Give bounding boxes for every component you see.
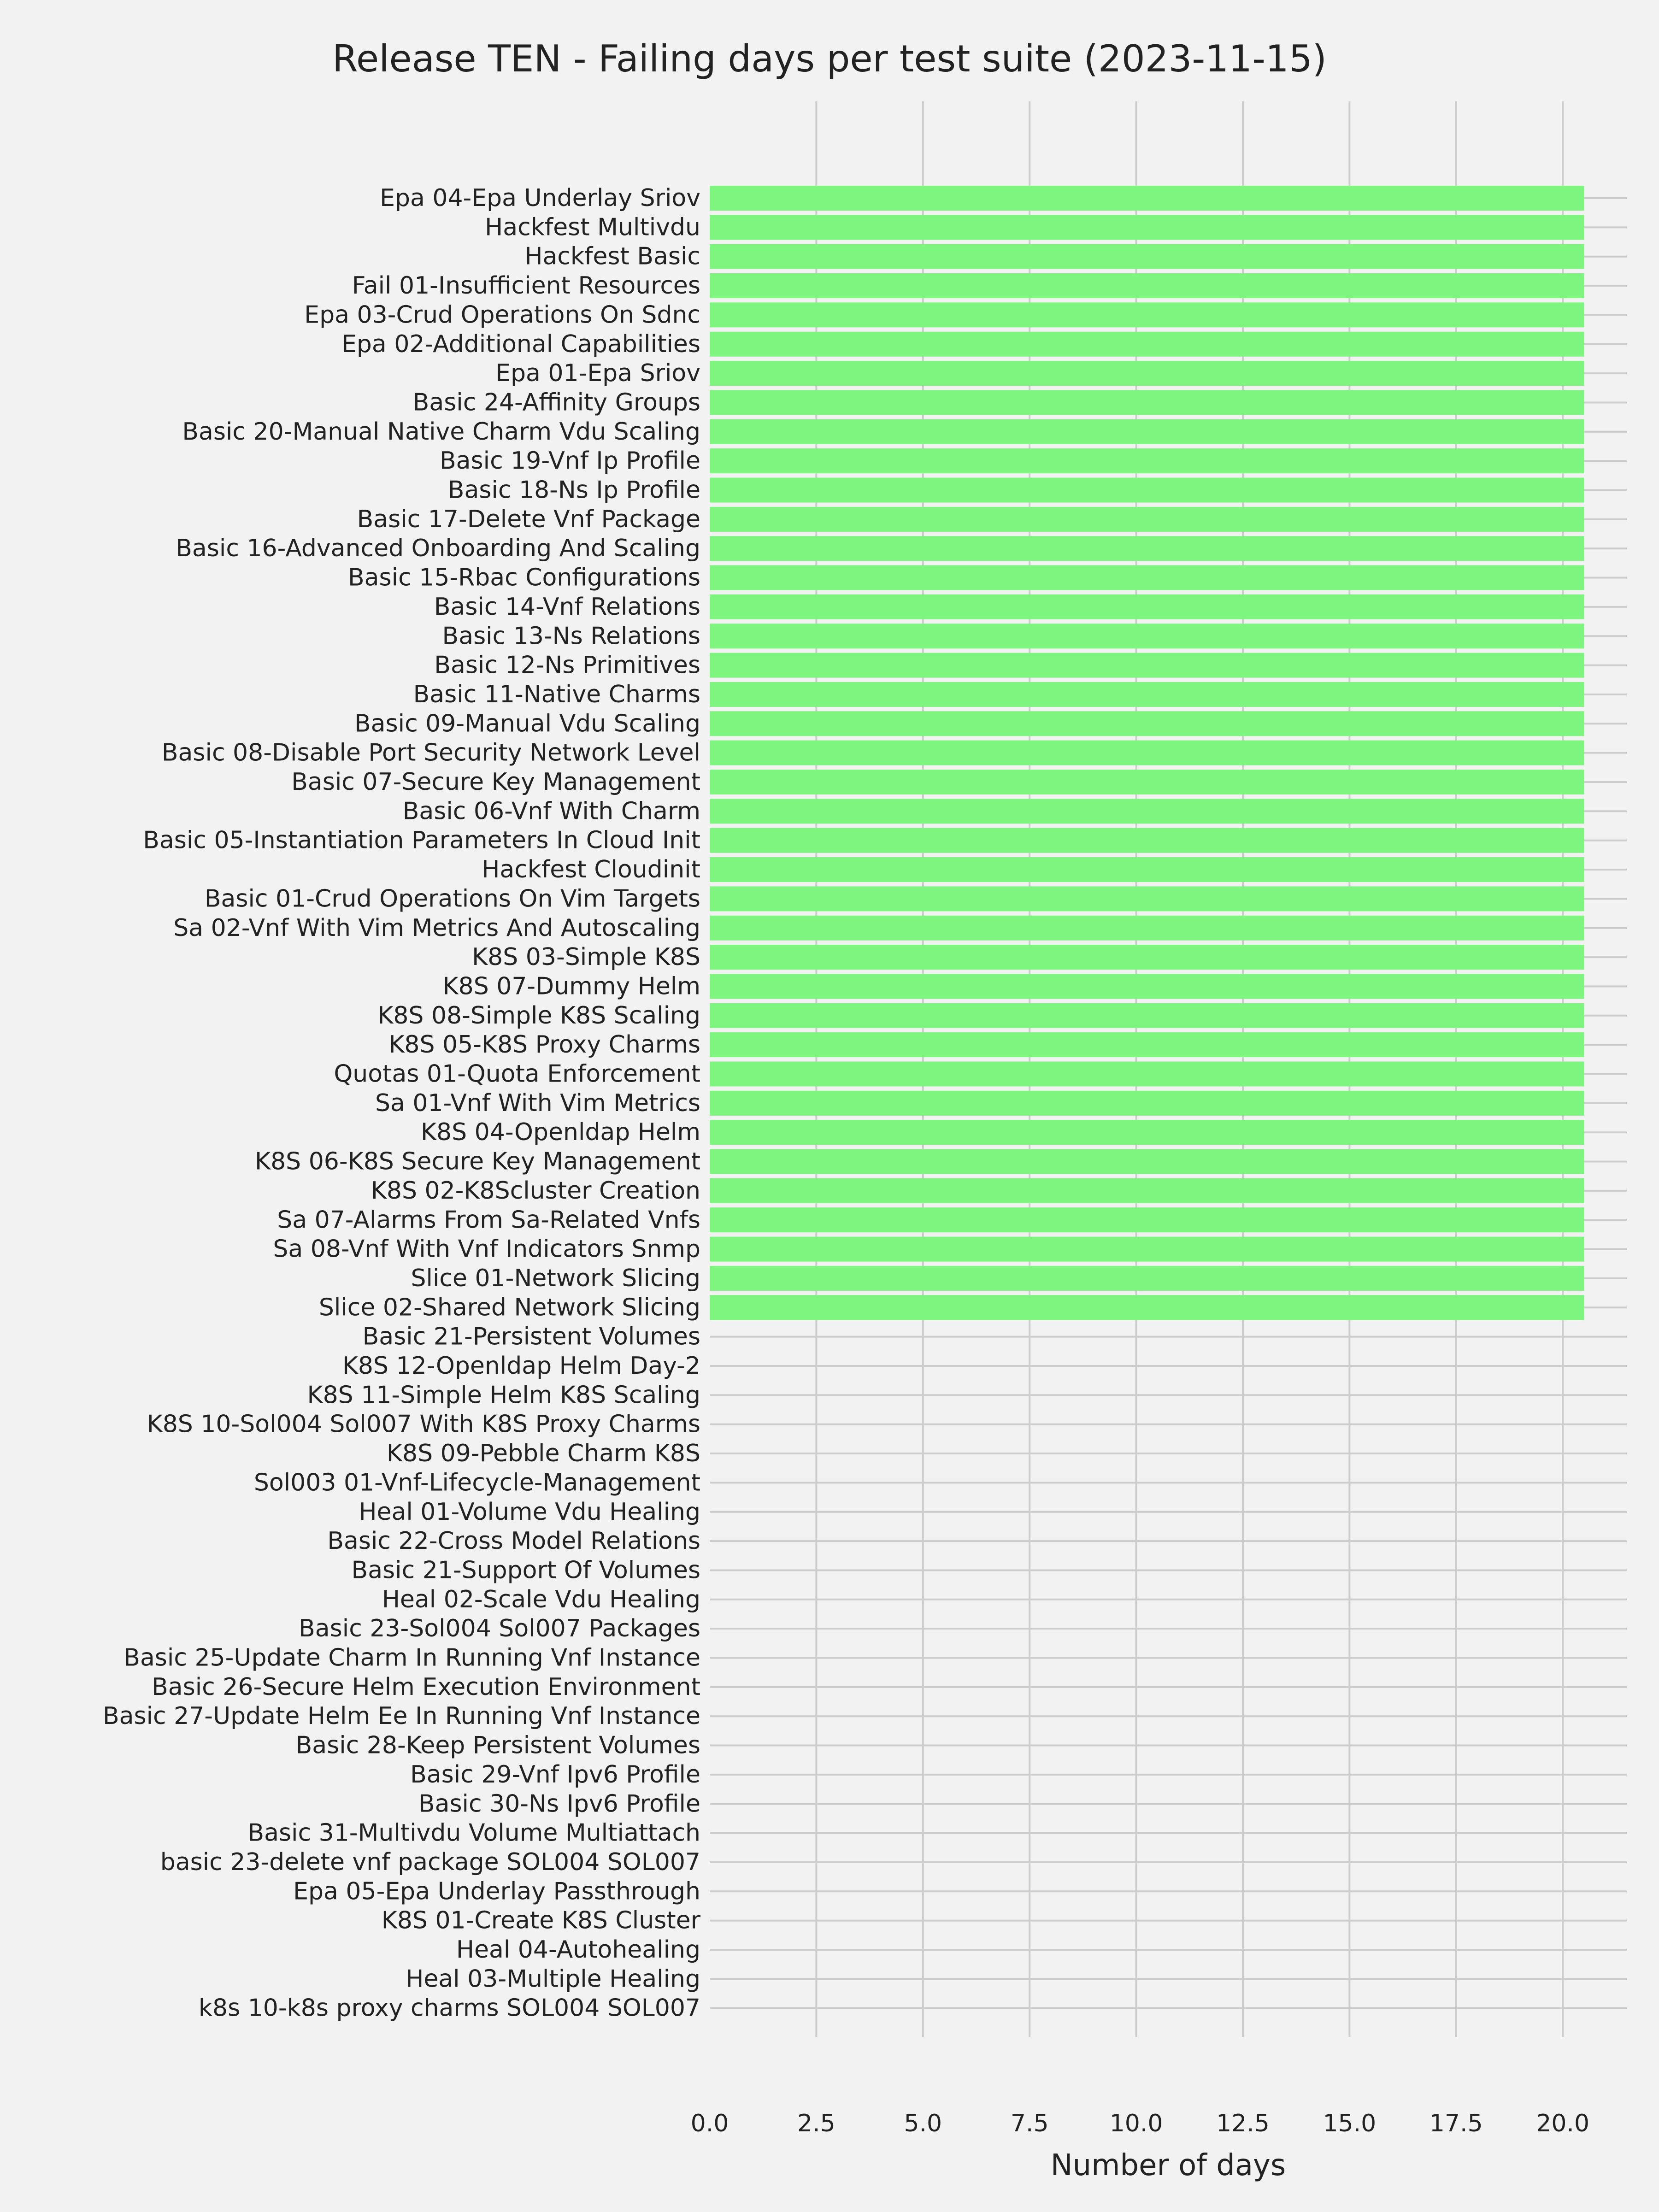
category-labels (103, 184, 701, 2022)
category-label: Epa 05-Epa Underlay Passthrough (293, 1877, 700, 1906)
category-label: Heal 01-Volume Vdu Healing (359, 1498, 700, 1526)
x-tick-label: 17.5 (1429, 2110, 1483, 2137)
bar (710, 332, 1584, 357)
bar (710, 741, 1584, 765)
bar (710, 361, 1584, 386)
category-label: Basic 09-Manual Vdu Scaling (354, 710, 700, 738)
category-label: K8S 01-Create K8S Cluster (381, 1906, 700, 1935)
category-label: Basic 06-Vnf With Charm (402, 797, 700, 825)
category-label: K8S 10-Sol004 Sol007 With K8S Proxy Charms (147, 1410, 700, 1438)
category-label: Epa 03-Crud Operations On Sdnc (304, 301, 700, 329)
x-tick-label: 5.0 (904, 2110, 942, 2137)
bar (710, 390, 1584, 415)
x-tick-label: 20.0 (1536, 2110, 1590, 2137)
bar (710, 448, 1584, 473)
category-label: Basic 20-Manual Native Charm Vdu Scaling (182, 418, 700, 446)
x-tick-label: 7.5 (1010, 2110, 1049, 2137)
category-label: K8S 02-K8Scluster Creation (371, 1177, 700, 1205)
category-label: K8S 04-Openldap Helm (420, 1118, 700, 1147)
category-label: Basic 31-Multivdu Volume Multiattach (247, 1819, 700, 1847)
category-label: Basic 05-Instantiation Parameters In Cloud Init (143, 826, 700, 854)
category-label: Sol003 01-Vnf-Lifecycle-Management (253, 1469, 700, 1497)
bar (710, 770, 1584, 794)
category-label: Basic 17-Delete Vnf Package (357, 505, 700, 533)
category-label: Heal 02-Scale Vdu Healing (382, 1585, 700, 1613)
category-label: Slice 02-Shared Network Slicing (318, 1294, 700, 1322)
bar (710, 886, 1584, 911)
category-label: Basic 16-Advanced Onboarding And Scaling (176, 535, 700, 563)
category-label: Basic 23-Sol004 Sol007 Packages (299, 1615, 700, 1643)
bar (710, 302, 1584, 327)
category-label: K8S 07-Dummy Helm (442, 972, 700, 1000)
category-label: Basic 21-Persistent Volumes (362, 1323, 700, 1351)
x-axis-title: Number of days (1050, 2148, 1286, 2183)
category-label: Basic 28-Keep Persistent Volumes (295, 1731, 700, 1759)
bar (710, 916, 1584, 941)
category-label: Basic 14-Vnf Relations (434, 593, 700, 621)
category-label: Basic 24-Affinity Groups (412, 388, 700, 417)
category-label: Hackfest Multivdu (485, 213, 700, 241)
category-label: K8S 08-Simple K8S Scaling (377, 1001, 700, 1030)
x-tick-label: 2.5 (797, 2110, 835, 2137)
category-label: Basic 27-Update Helm Ee In Running Vnf Instance (102, 1702, 700, 1730)
bar (710, 624, 1584, 648)
bar (710, 653, 1584, 678)
chart-title: Release TEN - Failing days per test suite (2023-11-15) (332, 37, 1327, 80)
category-label: Basic 21-Support Of Volumes (351, 1556, 700, 1584)
bar (710, 1120, 1584, 1145)
x-tick-label: 12.5 (1216, 2110, 1270, 2137)
bar (710, 1266, 1584, 1291)
category-label: Sa 01-Vnf With Vim Metrics (375, 1089, 700, 1117)
category-label: Slice 01-Network Slicing (411, 1264, 700, 1292)
category-label: Basic 08-Disable Port Security Network Level (161, 739, 700, 767)
category-label: Basic 12-Ns Primitives (434, 651, 700, 679)
category-label: Basic 26-Secure Helm Execution Environment (152, 1673, 700, 1701)
bar (710, 594, 1584, 619)
category-label: Basic 15-Rbac Configurations (348, 564, 700, 592)
bar (710, 215, 1584, 240)
category-label: Sa 08-Vnf With Vnf Indicators Snmp (273, 1235, 700, 1263)
category-label: Epa 04-Epa Underlay Sriov (380, 184, 700, 212)
bar (710, 711, 1584, 736)
category-label: K8S 09-Pebble Charm K8S (386, 1440, 700, 1468)
bar (710, 1207, 1584, 1232)
x-tick-labels (691, 2110, 1589, 2137)
bar (710, 1003, 1584, 1028)
category-label: Basic 29-Vnf Ipv6 Profile (410, 1760, 700, 1788)
category-label: Hackfest Basic (524, 242, 700, 271)
category-label: k8s 10-k8s proxy charms SOL004 SOL007 (198, 1994, 700, 2022)
bar (710, 1237, 1584, 1262)
x-tick-label: 10.0 (1109, 2110, 1163, 2137)
bar (710, 1149, 1584, 1174)
category-label: Basic 30-Ns Ipv6 Profile (418, 1790, 700, 1818)
x-tick-label: 15.0 (1323, 2110, 1377, 2137)
bar (710, 273, 1584, 298)
category-label: K8S 03-Simple K8S (472, 943, 700, 971)
category-label: Sa 02-Vnf With Vim Metrics And Autoscaling (173, 914, 700, 942)
bar (710, 186, 1584, 211)
bar (710, 1295, 1584, 1320)
bar (710, 244, 1584, 269)
category-label: basic 23-delete vnf package SOL004 SOL007 (160, 1848, 700, 1876)
bar (710, 565, 1584, 590)
bar (710, 1091, 1584, 1116)
bar (710, 799, 1584, 824)
category-label: Epa 02-Additional Capabilities (341, 330, 700, 358)
bar (710, 945, 1584, 970)
bar (710, 682, 1584, 707)
bar (710, 1062, 1584, 1087)
bar (710, 828, 1584, 853)
category-label: Basic 25-Update Charm In Running Vnf Instance (124, 1644, 700, 1672)
category-label: K8S 12-Openldap Helm Day-2 (342, 1352, 700, 1380)
bar (710, 1032, 1584, 1057)
category-label: K8S 06-K8S Secure Key Management (254, 1147, 700, 1176)
category-label: Basic 11-Native Charms (413, 680, 700, 708)
category-label: Basic 13-Ns Relations (442, 622, 700, 650)
category-label: Sa 07-Alarms From Sa-Related Vnfs (277, 1206, 700, 1234)
category-label: Basic 18-Ns Ip Profile (447, 476, 700, 504)
category-label: K8S 05-K8S Proxy Charms (388, 1031, 700, 1059)
bar (710, 857, 1584, 882)
bar (710, 536, 1584, 561)
category-label: Epa 01-Epa Sriov (495, 359, 700, 388)
bar (710, 1178, 1584, 1203)
category-label: Basic 07-Secure Key Management (291, 768, 700, 796)
category-label: Heal 04-Autohealing (456, 1936, 700, 1964)
bar-layer (710, 186, 1584, 1320)
category-label: Hackfest Cloudinit (482, 856, 700, 884)
category-label: Basic 19-Vnf Ip Profile (439, 447, 700, 475)
category-label: Quotas 01-Quota Enforcement (334, 1060, 700, 1088)
bar (710, 507, 1584, 532)
category-label: Fail 01-Insufficient Resources (352, 272, 700, 300)
category-label: Heal 03-Multiple Healing (406, 1965, 700, 1993)
category-label: Basic 01-Crud Operations On Vim Targets (204, 885, 700, 913)
bar (710, 478, 1584, 503)
bar (710, 974, 1584, 999)
x-tick-label: 0.0 (690, 2110, 729, 2137)
category-label: Basic 22-Cross Model Relations (327, 1527, 700, 1555)
bar (710, 419, 1584, 444)
category-label: K8S 11-Simple Helm K8S Scaling (307, 1381, 700, 1409)
